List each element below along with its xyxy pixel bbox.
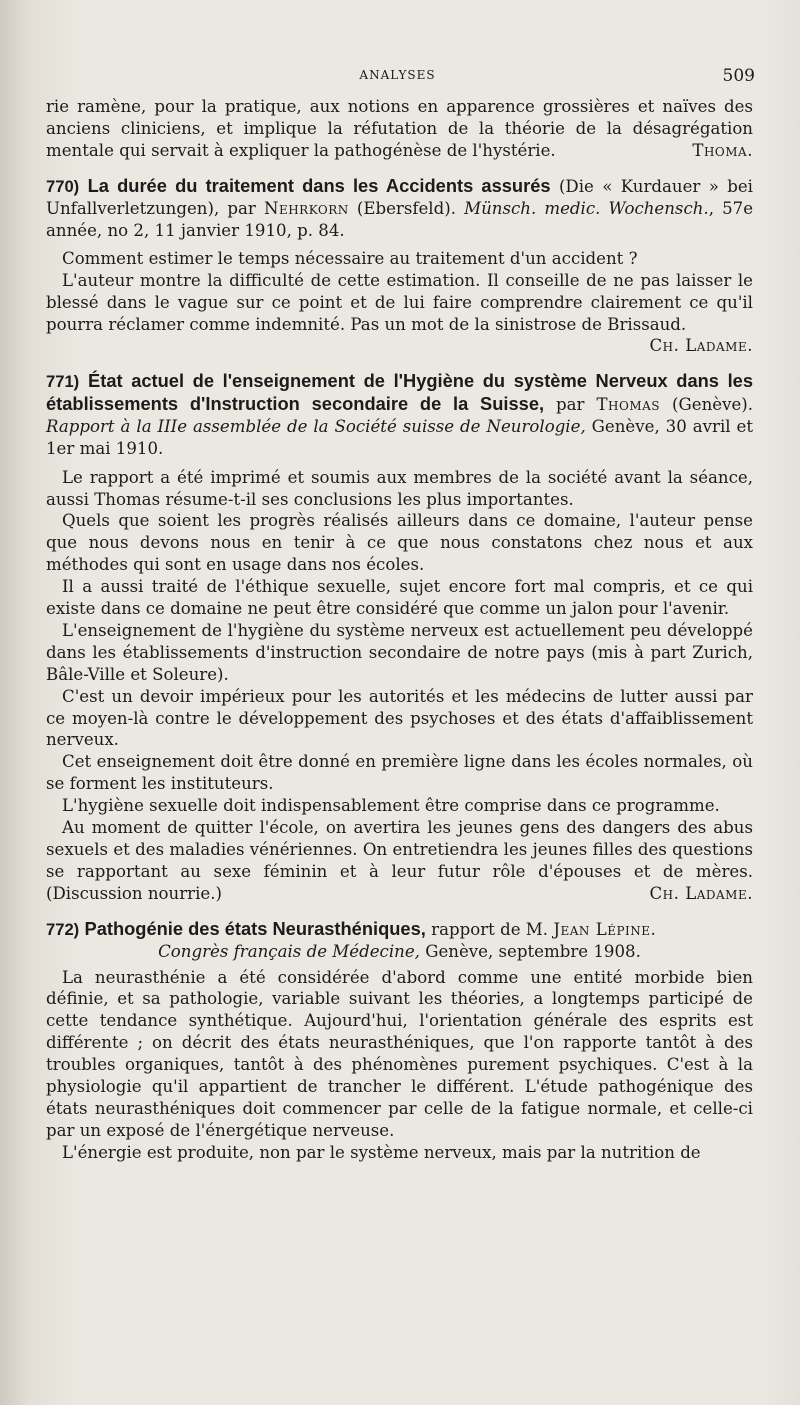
paragraph: L'enseignement de l'hygiène du système nerveux est actuellement peu développé dans les établissements d'instruction secondaire de notre pays (mis à part Zurich, Bâle-Ville et Soleure). [46, 620, 753, 684]
paragraph: L'hygiène sexuelle doit indispensablement être comprise dans ce programme. [62, 796, 720, 816]
entry-title: État actuel de l'enseignement de l'Hygiène du système Nerveux dans les établissements d'Instruction secondaire de la Suisse, [46, 369, 753, 414]
running-title: ANALYSES [359, 68, 436, 82]
entry-heading [46, 370, 753, 460]
entry-ref: Genève, septembre 1908. [425, 941, 641, 961]
entry-heading [46, 918, 753, 941]
entry-signature: Ch. Ladame. [649, 883, 753, 903]
entry-journal: Münsch. medic. Wochensch. [464, 198, 709, 218]
paragraph: C'est un devoir impérieux pour les autorités et les médecins de lutter aussi par ce moyen-là contre le développement des psychoses et des états d'affaiblissement nerveux. [46, 686, 753, 750]
entry-771 [46, 370, 753, 905]
paragraph: La neurasthénie a été considérée d'abord comme une entité morbide bien définie, et sa pathologie, variable suivant les théories, a longtemps participé de cette tendance synthétique. Aujourd'hui, l'orientation générale des esprits est différente ; on décrit des états neurasthéniques, que l'on rapporte tantôt à des troubles organiques, tantôt à des phénomènes purement psychiques. C'est à la physiologie qu'il appartient de trancher le différent. L'étude pathogénique des états neurasthéniques doit commencer par celle de la fatigue normale, et celle-ci par un exposé de l'énergétique nerveuse. [46, 967, 753, 1140]
paragraph [46, 817, 753, 905]
entry-ref: rapport de M. [431, 919, 549, 939]
entry-author: Jean Lépine. [553, 919, 657, 939]
paragraph: Il a aussi traité de l'éthique sexuelle, sujet encore fort mal compris, et ce qui existe dans ce domaine ne peut être considéré que comme un jalon pour l'avenir. [46, 577, 753, 619]
entry-author: Thomas [596, 394, 661, 414]
paragraph-text: Au moment de quitter l'école, on avertira les jeunes gens des dangers des abus sexuels et des maladies vénériennes. On entretiendra les jeunes filles des questions se rapportant au sexe féminin et à leur futur rôle d'épouses et de mères. (Discussion nourrie.) [46, 818, 753, 903]
paragraph: Quels que soient les progrès réalisés ailleurs dans ce domaine, l'auteur pense que nous devons nous en tenir à ce que nous constatons chez nous et aux méthodes qui sont en usage dans nos écoles. [46, 511, 753, 575]
entry-author: Nehrkorn [263, 198, 349, 218]
entry-source [46, 941, 753, 963]
intro-text: rie ramène, pour la pratique, aux notions en apparence grossières et naïves des anciens cliniciens, et implique la réfutation de la théorie de la désagrégation mentale qui servait à expliquer la pathogénèse de l'hystérie. [46, 97, 753, 160]
intro-signature: Thoma. [692, 140, 753, 160]
entry-number: 771) [46, 371, 80, 391]
paragraph: L'auteur montre la difficulté de cette estimation. Il conseille de ne pas laisser le blessé dans le vague sur ce point et de lui faire comprendre clairement ce qu'il pourra réclamer comme indemnité. Pas un mot de la sinistrose de Brissaud. [46, 271, 753, 335]
running-header [40, 66, 755, 88]
entry-ref: Genève, 30 avril et 1er mai 1910. [46, 416, 753, 458]
entry-ref: (Ebersfeld). [356, 198, 456, 218]
entry-ref: (Genève). [672, 394, 754, 414]
paragraph: L'énergie est produite, non par le système nerveux, mais par la nutrition de [62, 1142, 701, 1162]
entry-ref: (Die « Kurdauer » bei Unfallverletzungen), par [46, 176, 753, 218]
intro-paragraph [46, 96, 753, 162]
entry-772 [46, 918, 753, 1164]
entry-number: 772) [46, 919, 80, 939]
paragraph: Comment estimer le temps nécessaire au traitement d'un accident ? [62, 249, 638, 269]
entry-title: Pathogénie des états Neurasthéniques, [84, 917, 426, 939]
entry-770 [46, 175, 753, 357]
paragraph: Le rapport a été imprimé et soumis aux membres de la société avant la séance, aussi Thomas résume-t-il ses conclusions les plus importantes. [46, 467, 753, 509]
body-text [46, 96, 753, 1164]
entry-number: 770) [46, 176, 80, 196]
entry-journal: Congrès français de Médecine, [158, 941, 420, 961]
entry-title: La durée du traitement dans les Accidents assurés [87, 174, 551, 196]
page-number: 509 [722, 66, 755, 86]
entry-ref: , 57e année, no 2, 11 janvier 1910, p. 84. [46, 198, 754, 240]
entry-journal: Rapport à la IIIe assemblée de la Société suisse de Neurologie, [46, 416, 586, 436]
paragraph: Cet enseignement doit être donné en première ligne dans les écoles normales, où se forment les instituteurs. [46, 752, 753, 794]
entry-ref: par [556, 394, 585, 414]
entry-heading [46, 175, 753, 242]
entry-signature: Ch. Ladame. [649, 336, 753, 356]
